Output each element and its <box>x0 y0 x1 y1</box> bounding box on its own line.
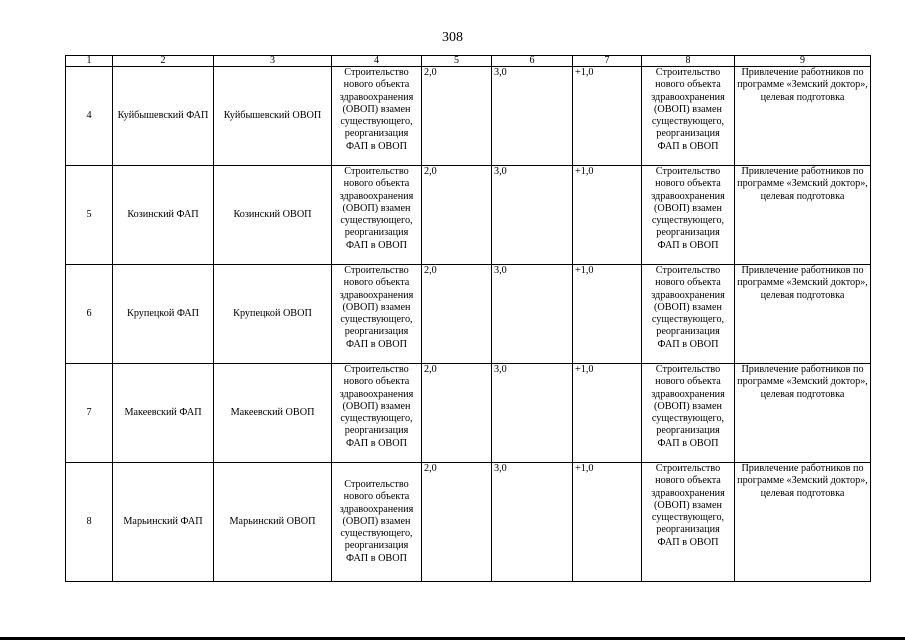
row-number: 6 <box>66 265 113 364</box>
col-header-6: 6 <box>492 56 573 67</box>
staff-text: Привлечение работников по программе «Земский доктор», целевая подготовка <box>735 364 871 463</box>
measure-text: Строительство нового объекта здравоохранения (ОВОП) взамен существующего, реорганизация ФАП в ОВОП <box>332 67 422 166</box>
measure-text: Строительство нового объекта здравоохранения (ОВОП) взамен существующего, реорганизация ФАП в ОВОП <box>332 166 422 265</box>
value-col5: 2,0 <box>422 67 492 166</box>
table-row <box>66 463 871 582</box>
table-row <box>66 166 871 265</box>
table-row <box>66 265 871 364</box>
data-table <box>65 55 871 582</box>
value-col5: 2,0 <box>422 463 492 582</box>
row-number: 8 <box>66 463 113 582</box>
result-text: Строительство нового объекта здравоохранения (ОВОП) взамен существующего, реорганизация ФАП в ОВОП <box>642 67 735 166</box>
ovop-name: Куйбышевский ОВОП <box>214 67 332 166</box>
measure-text: Строительство нового объекта здравоохранения (ОВОП) взамен существующего, реорганизация ФАП в ОВОП <box>332 463 422 582</box>
table-row <box>66 364 871 463</box>
col-header-3: 3 <box>214 56 332 67</box>
result-text: Строительство нового объекта здравоохранения (ОВОП) взамен существующего, реорганизация ФАП в ОВОП <box>642 463 735 582</box>
value-col6: 3,0 <box>492 463 573 582</box>
ovop-name: Крупецкой ОВОП <box>214 265 332 364</box>
fap-name: Марьинский ФАП <box>113 463 214 582</box>
value-col7: +1,0 <box>573 67 642 166</box>
value-col5: 2,0 <box>422 166 492 265</box>
col-header-7: 7 <box>573 56 642 67</box>
table-row <box>66 67 871 166</box>
col-header-9: 9 <box>735 56 871 67</box>
fap-name: Куйбышевский ФАП <box>113 67 214 166</box>
value-col6: 3,0 <box>492 265 573 364</box>
row-number: 4 <box>66 67 113 166</box>
result-text: Строительство нового объекта здравоохранения (ОВОП) взамен существующего, реорганизация ФАП в ОВОП <box>642 265 735 364</box>
col-header-1: 1 <box>66 56 113 67</box>
value-col5: 2,0 <box>422 364 492 463</box>
measure-text: Строительство нового объекта здравоохранения (ОВОП) взамен существующего, реорганизация ФАП в ОВОП <box>332 265 422 364</box>
staff-text: Привлечение работников по программе «Земский доктор», целевая подготовка <box>735 265 871 364</box>
col-header-4: 4 <box>332 56 422 67</box>
value-col7: +1,0 <box>573 265 642 364</box>
staff-text: Привлечение работников по программе «Земский доктор», целевая подготовка <box>735 166 871 265</box>
value-col7: +1,0 <box>573 463 642 582</box>
col-header-8: 8 <box>642 56 735 67</box>
measure-text: Строительство нового объекта здравоохранения (ОВОП) взамен существующего, реорганизация ФАП в ОВОП <box>332 364 422 463</box>
value-col6: 3,0 <box>492 364 573 463</box>
value-col7: +1,0 <box>573 364 642 463</box>
value-col7: +1,0 <box>573 166 642 265</box>
fap-name: Козинский ФАП <box>113 166 214 265</box>
row-number: 7 <box>66 364 113 463</box>
result-text: Строительство нового объекта здравоохранения (ОВОП) взамен существующего, реорганизация ФАП в ОВОП <box>642 364 735 463</box>
ovop-name: Макеевский ОВОП <box>214 364 332 463</box>
fap-name: Крупецкой ФАП <box>113 265 214 364</box>
page-number: 308 <box>442 30 463 45</box>
value-col5: 2,0 <box>422 265 492 364</box>
value-col6: 3,0 <box>492 67 573 166</box>
ovop-name: Козинский ОВОП <box>214 166 332 265</box>
value-col6: 3,0 <box>492 166 573 265</box>
col-header-2: 2 <box>113 56 214 67</box>
col-header-5: 5 <box>422 56 492 67</box>
result-text: Строительство нового объекта здравоохранения (ОВОП) взамен существующего, реорганизация ФАП в ОВОП <box>642 166 735 265</box>
header-row <box>66 56 871 67</box>
row-number: 5 <box>66 166 113 265</box>
staff-text: Привлечение работников по программе «Земский доктор», целевая подготовка <box>735 67 871 166</box>
staff-text: Привлечение работников по программе «Земский доктор», целевая подготовка <box>735 463 871 582</box>
fap-name: Макеевский ФАП <box>113 364 214 463</box>
ovop-name: Марьинский ОВОП <box>214 463 332 582</box>
